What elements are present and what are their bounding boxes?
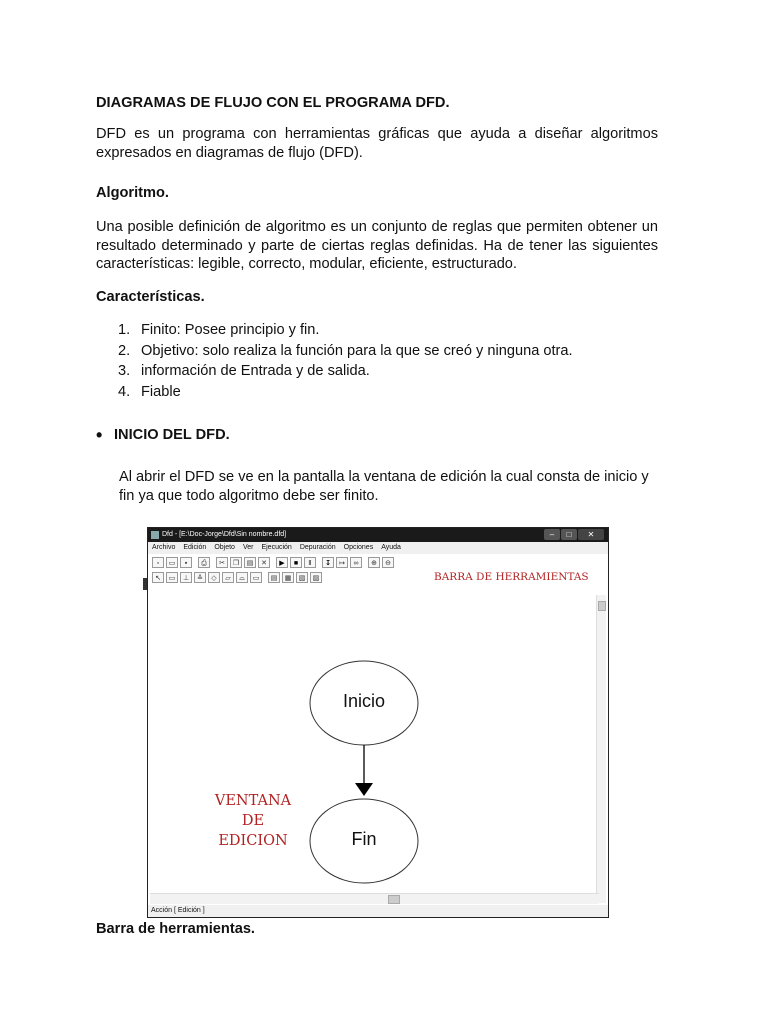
delete-icon[interactable]: ✕ [258, 557, 270, 568]
debug-step-icon[interactable]: ↦ [336, 557, 348, 568]
horizontal-scrollbar[interactable] [150, 893, 599, 904]
read-icon[interactable]: ▱ [222, 572, 234, 583]
inicio-heading: INICIO DEL DFD. [114, 427, 230, 443]
list-item: 1. Finito: Posee principio y fin. [118, 322, 320, 338]
window-titlebar[interactable] [148, 528, 608, 542]
caracteristicas-list [96, 320, 573, 402]
document-title: DIAGRAMAS DE FLUJO CON EL PROGRAMA DFD. [96, 95, 450, 111]
menu-edicion[interactable]: Edición [183, 544, 207, 551]
scroll-thumb[interactable] [388, 895, 400, 904]
algoritmo-paragraph: Una posible definición de algoritmo es un conjunto de reglas que permiten obtener un resultado determinado y parte de ciertas reglas definidas. Ha de tener las siguientes características: legible, correcto, modular, eficiente, estructurado. [96, 219, 658, 272]
caracteristicas-heading: Características. [96, 289, 205, 305]
new-subprogram-icon[interactable]: ▦ [282, 572, 294, 583]
save-icon[interactable]: ▪ [180, 557, 192, 568]
cursor-icon[interactable]: ↖ [152, 572, 164, 583]
menu-ejecucion[interactable]: Ejecución [261, 544, 292, 551]
close-icon[interactable]: ✕ [578, 529, 604, 540]
bullet-icon: • [96, 425, 103, 445]
dfd-window [147, 527, 609, 918]
pause-icon[interactable]: Ⅱ [304, 557, 316, 568]
toolbar-annotation: BARRA DE HERRAMIENTAS [434, 571, 589, 583]
start-node-label: Inicio [342, 691, 386, 711]
minimize-icon[interactable]: – [544, 529, 560, 540]
maximize-icon[interactable]: □ [561, 529, 577, 540]
list-item: 3. información de Entrada y de salida. [118, 363, 370, 379]
copy-icon[interactable]: ❐ [230, 557, 242, 568]
edit-canvas[interactable] [150, 595, 598, 890]
list-item: 4. Fiable [118, 383, 181, 400]
edit-subprogram-icon[interactable]: ▧ [296, 572, 308, 583]
toolbar-row-1 [152, 556, 394, 569]
edit-window-annotation: VENTANA DE EDICION [214, 793, 292, 849]
assignment-icon[interactable]: ▭ [166, 572, 178, 583]
toolbar-section-heading: Barra de herramientas. [96, 921, 255, 937]
inicio-paragraph: Al abrir el DFD se ve en la pantalla la ventana de edición la cual consta de inicio y fin ya que todo algoritmo debe ser finito. [119, 469, 649, 504]
step-icon[interactable]: ↧ [322, 557, 334, 568]
zoom-out-icon[interactable]: ⊖ [382, 557, 394, 568]
cycle-while-icon[interactable]: ≚ [194, 572, 206, 583]
paste-icon[interactable]: ▤ [244, 557, 256, 568]
menu-ayuda[interactable]: Ayuda [381, 544, 401, 551]
run-icon[interactable]: ▶ [276, 557, 288, 568]
end-node-label: Fin [351, 829, 377, 849]
call-icon[interactable]: ▭ [250, 572, 262, 583]
zoom-in-icon[interactable]: ⊕ [368, 557, 380, 568]
menu-bar [148, 542, 608, 554]
menu-depuracion[interactable]: Depuración [299, 544, 336, 551]
cycle-for-icon[interactable]: ⊥ [180, 572, 192, 583]
print-icon[interactable]: ⎙ [198, 557, 210, 568]
list-item: 2. Objetivo: solo realiza la función para la que se creó y ninguna otra. [118, 342, 573, 359]
menu-archivo[interactable]: Archivo [152, 544, 176, 551]
delete-subprogram-icon[interactable]: ▨ [310, 572, 322, 583]
write-icon[interactable]: ⌓ [236, 572, 248, 583]
decision-icon[interactable]: ◇ [208, 572, 220, 583]
scroll-thumb[interactable] [598, 601, 606, 611]
intro-paragraph: DFD es un programa con herramientas gráficas que ayuda a diseñar algoritmos expresados en diagramas de flujo (DFD). [96, 126, 658, 161]
flow-arrow-head [355, 783, 373, 796]
stop-icon[interactable]: ■ [290, 557, 302, 568]
menu-opciones[interactable]: Opciones [343, 544, 374, 551]
cut-icon[interactable]: ✂ [216, 557, 228, 568]
new-file-icon[interactable]: ▫ [152, 557, 164, 568]
window-controls [544, 529, 604, 540]
toolbar-row-2 [152, 571, 322, 584]
app-icon [151, 531, 159, 539]
subprogram-icon[interactable]: ▤ [268, 572, 280, 583]
menu-objeto[interactable]: Objeto [214, 544, 235, 551]
status-bar: Acción [ Edición ] [148, 905, 608, 917]
algoritmo-heading: Algoritmo. [96, 185, 169, 201]
vertical-scrollbar[interactable] [596, 595, 606, 903]
open-folder-icon[interactable]: ▭ [166, 557, 178, 568]
menu-ver[interactable]: Ver [242, 544, 254, 551]
window-title: Dfd - [E:\Doc-Jorge\Dfd\Sin nombre.dfd] [162, 531, 287, 538]
evaluate-icon[interactable]: ∞ [350, 557, 362, 568]
